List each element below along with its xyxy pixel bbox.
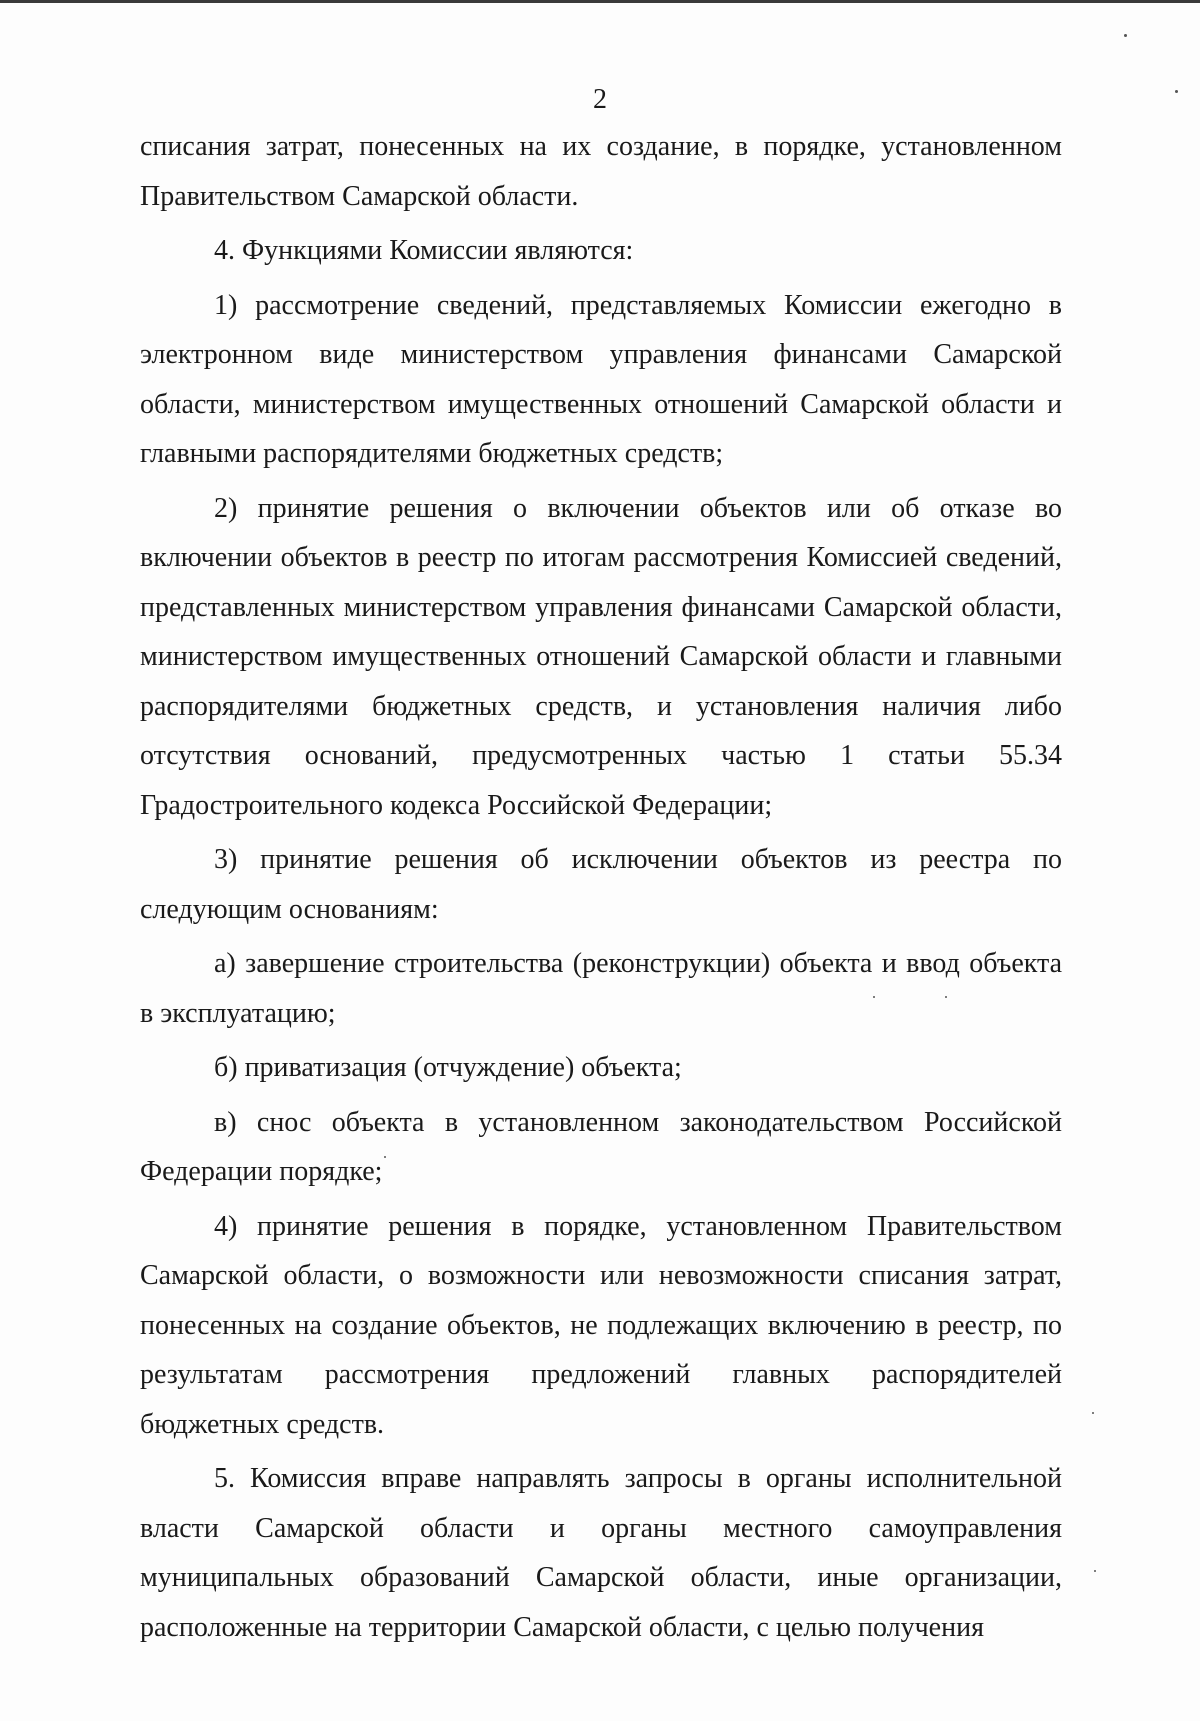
- paragraph-item-4: 4. Функциями Комиссии являются:: [214, 235, 634, 266]
- paragraph-item-5: 5. Комиссия вправе направлять запросы в органы исполнительной власти Самарской области и органы местного самоуправления муниципальных образований Самарской области, иные организации, расположенные на территории Самарской области, с целью получения: [140, 1463, 1062, 1643]
- scan-speck: [945, 996, 947, 998]
- page-number: 2: [593, 84, 607, 115]
- scan-speck: [1124, 34, 1127, 37]
- paragraph-item-4-4: 4) принятие решения в порядке, установленном Правительством Самарской области, о возможности или невозможности списания затрат, понесенных на создание объектов, не подлежащих включению в реестр, по результатам рассмотрения предложений главных распорядителей бюджетных средств.: [140, 1210, 1062, 1440]
- paragraph-item-4-3-a: а) завершение строительства (реконструкции) объекта и ввод объекта в эксплуатацию;: [140, 948, 1062, 1029]
- paragraph-continuation: списания затрат, понесенных на их создание, в порядке, установленном Правительством Самарской области.: [140, 131, 1062, 212]
- scan-speck: [1092, 1412, 1094, 1414]
- paragraph-item-4-3-v: в) снос объекта в установленном законодательством Российской Федерации порядке;: [140, 1106, 1062, 1187]
- paragraph-item-4-3-b: б) приватизация (отчуждение) объекта;: [214, 1052, 682, 1083]
- paragraph-item-4-3: 3) принятие решения об исключении объектов из реестра по следующим основаниям:: [140, 844, 1062, 925]
- scan-speck: [1175, 90, 1178, 93]
- scan-speck: [384, 1156, 386, 1158]
- body-text: [140, 122, 1062, 1657]
- paragraph-item-4-1: 1) рассмотрение сведений, представляемых Комиссии ежегодно в электронном виде министерством управления финансами Самарской области, министерством имущественных отношений Самарской области и главными распорядителями бюджетных средств;: [140, 289, 1062, 469]
- scan-top-edge: [0, 0, 1200, 3]
- scan-speck: [1094, 1570, 1096, 1572]
- scan-speck: [873, 996, 875, 998]
- paragraph-item-4-2: 2) принятие решения о включении объектов или об отказе во включении объектов в реестр по итогам рассмотрения Комиссией сведений, представленных министерством управления финансами Самарской области, министерством имущественных отношений Самарской области и главными распорядителями бюджетных средств, и установления наличия либо отсутствия оснований, предусмотренных частью 1 статьи 55.34 Градостроительного кодекса Российской Федерации;: [140, 492, 1062, 821]
